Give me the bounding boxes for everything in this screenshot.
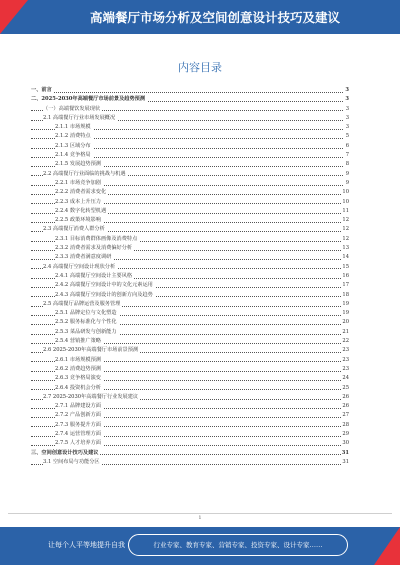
toc-entry-page: 18 bbox=[341, 291, 349, 300]
toc-entry-label: 2.6 2025-2030年高端餐厅市场前景预测 bbox=[43, 346, 140, 355]
toc-heading: 内容目录 bbox=[178, 61, 222, 74]
toc-entry[interactable] bbox=[31, 263, 349, 272]
toc-entry-page: 8 bbox=[345, 160, 349, 169]
toc-entry-page: 12 bbox=[341, 216, 349, 225]
toc-entry[interactable] bbox=[31, 123, 349, 132]
toc-entry-page: 23 bbox=[341, 356, 349, 365]
toc-entry[interactable] bbox=[31, 244, 349, 253]
toc-entry-label: 2.2 高端餐厅行业面临的挑战与机遇 bbox=[43, 170, 128, 179]
toc-entry-label: （一）高端餐饮发展现状 bbox=[43, 105, 102, 114]
toc-entry-page: 10 bbox=[341, 188, 349, 197]
toc-entry-label: 2.6.2 消费趋势预测 bbox=[55, 365, 103, 374]
toc-entry-label: 2.7 2025-2030年高端餐厅行业发展建议 bbox=[43, 393, 140, 402]
toc-entry-page: 24 bbox=[341, 374, 349, 383]
toc-entry-page: 9 bbox=[345, 179, 349, 188]
toc-entry-label: 2.2.5 政策环境影响 bbox=[55, 216, 103, 225]
toc-entry-label: 2.2.4 数字化转型机遇 bbox=[55, 207, 108, 216]
toc-entry-label: 2.3.1 目标消费群体画像及消费特点 bbox=[55, 235, 139, 244]
toc-entry-label: 2.7.4 运营管理方面 bbox=[55, 430, 103, 439]
toc-entry-label: 三、空间创意设计技巧及建议 bbox=[31, 449, 100, 458]
document-title: 高端餐厅市场分析及空间创意设计技巧及建议 bbox=[89, 10, 340, 25]
toc-entry[interactable] bbox=[31, 430, 349, 439]
toc-entry[interactable] bbox=[31, 300, 349, 309]
toc-entry-page: 16 bbox=[341, 272, 349, 281]
toc-entry-label: 2.5.2 服务标准化与个性化 bbox=[55, 318, 119, 327]
toc-entry-page: 3 bbox=[344, 86, 349, 95]
toc-entry[interactable] bbox=[31, 411, 349, 420]
toc-entry-page: 11 bbox=[341, 207, 349, 216]
toc-entry[interactable] bbox=[31, 235, 349, 244]
toc-entry[interactable] bbox=[31, 132, 349, 141]
toc-entry-label: 2.3 高端餐厅消费人群分析 bbox=[43, 225, 107, 234]
toc-entry-page: 29 bbox=[341, 430, 349, 439]
toc-entry-page: 3 bbox=[344, 95, 349, 104]
toc-entry-page: 12 bbox=[341, 235, 349, 244]
toc-leader-dots bbox=[31, 92, 343, 93]
toc-entry-label: 2.1.4 竞争格局 bbox=[55, 151, 93, 160]
toc-entry-label: 2.7.5 人才培养方面 bbox=[55, 439, 103, 448]
toc-entry-page: 10 bbox=[341, 198, 349, 207]
toc-entry-page: 23 bbox=[341, 346, 349, 355]
toc-entry[interactable] bbox=[31, 95, 349, 104]
toc-entry-page: 3 bbox=[345, 105, 349, 114]
toc-entry-page: 20 bbox=[341, 318, 349, 327]
toc-entry[interactable] bbox=[31, 216, 349, 225]
toc-entry-label: 2.3.3 消费者满意度调研 bbox=[55, 253, 113, 262]
toc-entry-page: 27 bbox=[341, 411, 349, 420]
toc-entry-label: 2.6.3 竞争格局演变 bbox=[55, 374, 103, 383]
toc-entry-page: 17 bbox=[341, 281, 349, 290]
toc-entry-page: 25 bbox=[341, 384, 349, 393]
toc-entry-page: 3 bbox=[345, 123, 349, 132]
toc-entry-page: 26 bbox=[341, 402, 349, 411]
toc-entry[interactable] bbox=[31, 160, 349, 169]
toc-entry-label: 2.4.3 高端餐厅空间设计的创新方向及趋势 bbox=[55, 291, 155, 300]
toc-entry-label: 2.7.3 服务提升方面 bbox=[55, 421, 103, 430]
toc-entry[interactable] bbox=[31, 421, 349, 430]
toc-entry-page: 7 bbox=[345, 151, 349, 160]
toc-entry-page: 31 bbox=[341, 449, 349, 458]
toc-entry[interactable] bbox=[31, 365, 349, 374]
header-accent-triangle bbox=[0, 0, 28, 34]
toc-entry[interactable] bbox=[31, 337, 349, 346]
toc-entry-label: 2.7.2 产品创新方面 bbox=[55, 411, 103, 420]
toc-entry[interactable] bbox=[31, 356, 349, 365]
toc-entry[interactable] bbox=[31, 142, 349, 151]
toc-entry[interactable] bbox=[31, 170, 349, 179]
toc-entry[interactable] bbox=[31, 318, 349, 327]
page-divider bbox=[8, 513, 392, 514]
toc-entry-page: 5 bbox=[345, 132, 349, 141]
toc-entry-page: 26 bbox=[341, 393, 349, 402]
toc-entry-label: 2.4.1 高端餐厅空间设计主要风格 bbox=[55, 272, 134, 281]
toc-entry-label: 一、前言 bbox=[31, 86, 54, 95]
toc-entry[interactable] bbox=[31, 225, 349, 234]
toc-entry[interactable] bbox=[31, 309, 349, 318]
toc-entry-page: 23 bbox=[341, 365, 349, 374]
toc-entry[interactable] bbox=[31, 198, 349, 207]
toc-entry[interactable] bbox=[31, 458, 349, 467]
footer-slogan: 让每个人平等地提升自我 bbox=[48, 541, 125, 549]
toc-entry-page: 22 bbox=[341, 337, 349, 346]
footer-badge: 行业专家、教育专家、营销专家、投资专家、设计专家…… bbox=[128, 534, 348, 556]
toc-entry[interactable] bbox=[31, 449, 349, 458]
footer-accent-triangle bbox=[374, 527, 400, 565]
toc-entry[interactable] bbox=[31, 346, 349, 355]
toc-entry-label: 3.1 空间布局与功能分区 bbox=[43, 458, 102, 467]
toc-entry[interactable] bbox=[31, 402, 349, 411]
toc-entry-page: 19 bbox=[341, 309, 349, 318]
toc-entry[interactable] bbox=[31, 207, 349, 216]
toc-entry[interactable] bbox=[31, 328, 349, 337]
toc-entry-page: 14 bbox=[341, 253, 349, 262]
toc-entry-label: 2.6.1 市场规模预测 bbox=[55, 356, 103, 365]
toc-entry[interactable] bbox=[31, 393, 349, 402]
toc-entry-page: 13 bbox=[341, 244, 349, 253]
toc-entry-page: 9 bbox=[345, 170, 349, 179]
table-of-contents bbox=[31, 86, 349, 467]
toc-entry[interactable] bbox=[31, 253, 349, 262]
toc-entry-label: 2.5.3 菜品研发与创新能力 bbox=[55, 328, 119, 337]
header-bar bbox=[0, 0, 400, 34]
toc-entry-page: 6 bbox=[345, 142, 349, 151]
toc-entry[interactable] bbox=[31, 439, 349, 448]
toc-entry[interactable] bbox=[31, 151, 349, 160]
toc-entry[interactable] bbox=[31, 384, 349, 393]
toc-entry[interactable] bbox=[31, 281, 349, 290]
toc-entry-page: 21 bbox=[341, 328, 349, 337]
toc-entry[interactable] bbox=[31, 188, 349, 197]
toc-entry-label: 2.4.2 高端餐厅空间设计中的文化元素运用 bbox=[55, 281, 155, 290]
toc-entry-page: 12 bbox=[341, 225, 349, 234]
toc-entry-label: 2.2.2 消费者需求变化 bbox=[55, 188, 108, 197]
toc-entry-label: 2.7.1 品牌建设方面 bbox=[55, 402, 103, 411]
toc-entry-page: 30 bbox=[341, 439, 349, 448]
toc-entry-page: 31 bbox=[341, 458, 349, 467]
toc-entry-page: 19 bbox=[341, 300, 349, 309]
toc-entry-label: 2.2.3 成本上升压力 bbox=[55, 198, 103, 207]
toc-entry-label: 2.1 高端餐厅行业市场发展概况 bbox=[43, 114, 117, 123]
toc-entry-label: 二、2025-2030年高端餐厅市场前景及趋势预测 bbox=[31, 95, 147, 104]
toc-entry[interactable] bbox=[31, 291, 349, 300]
toc-entry[interactable] bbox=[31, 114, 349, 123]
footer-bar bbox=[0, 527, 400, 565]
toc-entry-label: 2.2.1 市场竞争加剧 bbox=[55, 179, 103, 188]
toc-entry-label: 2.3.2 消费者需求及消费偏好分析 bbox=[55, 244, 134, 253]
toc-entry-label: 2.1.2 消费特点 bbox=[55, 132, 93, 141]
toc-entry-label: 2.5.1 品牌定位与文化塑造 bbox=[55, 309, 119, 318]
toc-entry-label: 2.6.4 投资机会分析 bbox=[55, 384, 103, 393]
toc-entry-page: 3 bbox=[345, 114, 349, 123]
toc-entry[interactable] bbox=[31, 86, 349, 95]
page-number: 1 bbox=[198, 515, 202, 521]
toc-entry-page: 28 bbox=[341, 421, 349, 430]
toc-entry-page: 15 bbox=[341, 263, 349, 272]
toc-entry-label: 2.1.5 发展趋势预测 bbox=[55, 160, 103, 169]
toc-entry[interactable] bbox=[31, 105, 349, 114]
toc-entry-label: 2.1.1 市场规模 bbox=[55, 123, 93, 132]
toc-entry[interactable] bbox=[31, 179, 349, 188]
toc-entry[interactable] bbox=[31, 374, 349, 383]
toc-entry-label: 2.5 高端餐厅品牌运营及服务管理 bbox=[43, 300, 122, 309]
toc-entry-label: 2.4 高端餐厅空间设计现状分析 bbox=[43, 263, 117, 272]
toc-entry-label: 2.5.4 营销推广策略 bbox=[55, 337, 103, 346]
toc-entry-label: 2.1.3 区域分布 bbox=[55, 142, 93, 151]
toc-entry[interactable] bbox=[31, 272, 349, 281]
